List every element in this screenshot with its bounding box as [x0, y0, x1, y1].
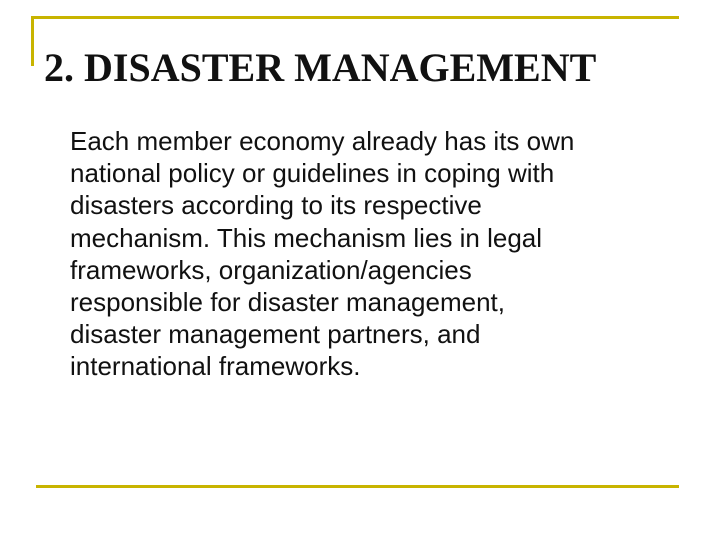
body-paragraph	[70, 125, 670, 383]
body-line: frameworks, organization/agencies	[70, 254, 472, 285]
top-accent-rule	[31, 16, 679, 19]
body-line: disasters according to its respective	[70, 190, 482, 221]
bottom-accent-rule	[36, 485, 679, 488]
left-accent-rule	[31, 16, 34, 66]
body-line: national policy or guidelines in coping with	[70, 158, 555, 189]
body-line: disaster management partners, and	[70, 319, 481, 350]
body-line: mechanism. This mechanism lies in legal	[70, 222, 543, 253]
body-line: Each member economy already has its own	[70, 126, 575, 156]
slide-title: 2. DISASTER MANAGEMENT	[44, 45, 597, 90]
body-line: responsible for disaster management,	[70, 287, 506, 318]
body-line: international frameworks.	[70, 351, 361, 382]
